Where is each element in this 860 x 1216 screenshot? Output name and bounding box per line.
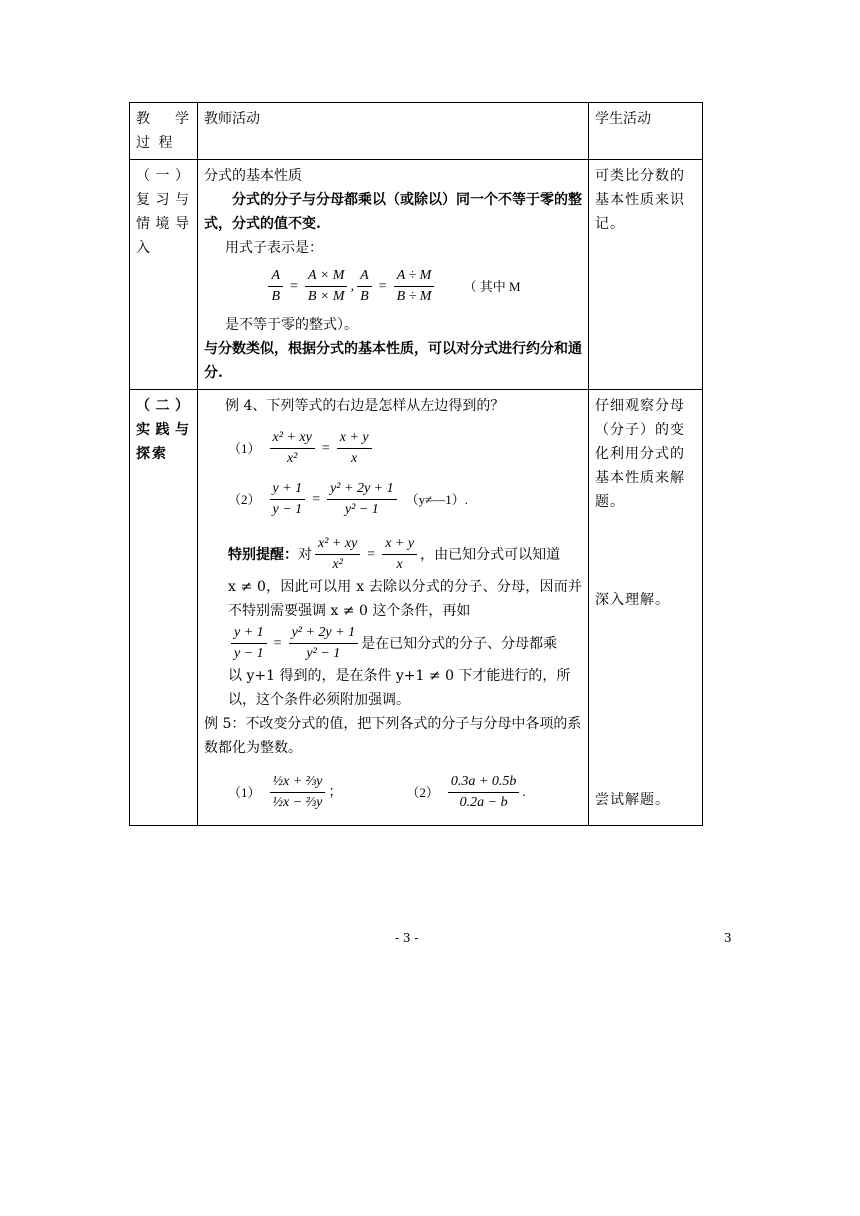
fraction-a-b-2: $\frac{A}{B}$	[357, 266, 372, 307]
header-teacher: 教师活动	[198, 103, 589, 160]
student-review: 可类比分数的基本性质来识记。	[589, 160, 703, 390]
student-observe: 仔细观察分母（分子）的变化利用分式的基本性质来解题。	[595, 398, 685, 510]
analogy-text: 与分数类似，根据分式的基本性质，可以对分式进行约分和通分.	[204, 341, 582, 381]
example5-fraction2: $\frac{0.3a + 0.5b}{0.2a - b}$	[448, 772, 519, 813]
header-row	[130, 103, 703, 160]
header-student: 学生活动	[589, 103, 703, 160]
formula-note-tail: 是不等于零的整式）。	[225, 317, 358, 333]
stage-practice: （二）实践与探索	[130, 390, 198, 826]
student-attempt: 尝试解题。	[595, 792, 670, 808]
page-number-center: - 3 -	[395, 931, 419, 945]
teacher-practice-cell	[198, 390, 589, 826]
teacher-review-cell	[198, 160, 589, 390]
formula-note-lead: （ 其中 M	[463, 278, 521, 294]
lesson-table	[129, 102, 703, 826]
fraction-divide: $\frac{A \div M}{B \div M}$	[394, 266, 435, 307]
example4-title: 例 4、下列等式的右边是怎样从左边得到的？	[225, 398, 505, 414]
expression-intro: 用式子表示是：	[225, 240, 323, 256]
example4-item2: （2） $\frac{y + 1}{y - 1}$ = $\frac{\text{y² + 2y + 1}}{\text{y² − 1}}$ （y≠—1）.	[228, 481, 469, 517]
example5-items: （1） $\frac{\text{½x + ⅔y}}{\text{½x − ⅔y}}$ ； （2） $\frac{0.3a + 0.5b}{0.2a - b}$ .	[228, 772, 582, 813]
example4-item1: （1） $\frac{\text{x² + xy}}{\text{x²}}$ = $\frac{x + y}{x}$	[228, 428, 582, 469]
reminder-line2: $\frac{y + 1}{y - 1}$ = $\frac{\text{y² + 2y + 1}}{\text{y² − 1}}$ 是在已知分式的分子、分母都乘	[204, 623, 582, 664]
reminder-text3: 以 y+1 得到的，是在条件 y+1 ≠ 0 下才能进行的，所以，这个条件必须附加强调。	[228, 668, 571, 708]
example5-title: 例 5：不改变分式的值，把下列各式的分子与分母中各项的系数都化为整数。	[204, 716, 582, 756]
example5-fraction1: $\frac{\text{½x + ⅔y}}{\text{½x − ⅔y}}$	[270, 772, 326, 813]
fraction-multiply: $\frac{A \times M}{B \times M}$	[305, 266, 348, 307]
property-formula: $\frac{A}{B}$ = $\frac{A \times M}{B \times M}$ , $\frac{A}{B}$ = $\frac{A \div M}{B \div M}$ （ 其中 M	[204, 266, 582, 307]
student-understand: 深入理解。	[595, 592, 670, 608]
stage-review: （一）复习与情境导入	[130, 160, 198, 390]
section-title: 分式的基本性质	[204, 168, 302, 184]
review-row	[130, 160, 703, 390]
page-number-right: 3	[724, 931, 732, 945]
fraction-a-b: $\frac{A}{B}$	[268, 266, 283, 307]
reminder-label: 特别提醒：	[228, 546, 298, 563]
practice-row	[130, 390, 703, 826]
reminder-text1: x ≠ 0，因此可以用 x 去除以分式的分子、分母，因而并不特别需要强调 x ≠ 0 这个条件，再如	[228, 579, 582, 619]
student-practice-cell	[589, 390, 703, 826]
header-process: 教 学 过 程	[130, 103, 198, 160]
basic-property: 分式的分子与分母都乘以（或除以）同一个不等于零的整式，分式的值不变.	[204, 192, 582, 232]
reminder-line: 特别提醒： 对 $\frac{\text{x² + xy}}{\text{x²}}$ = $\frac{x + y}{x}$ ，由已知分式可以知道	[228, 536, 561, 572]
